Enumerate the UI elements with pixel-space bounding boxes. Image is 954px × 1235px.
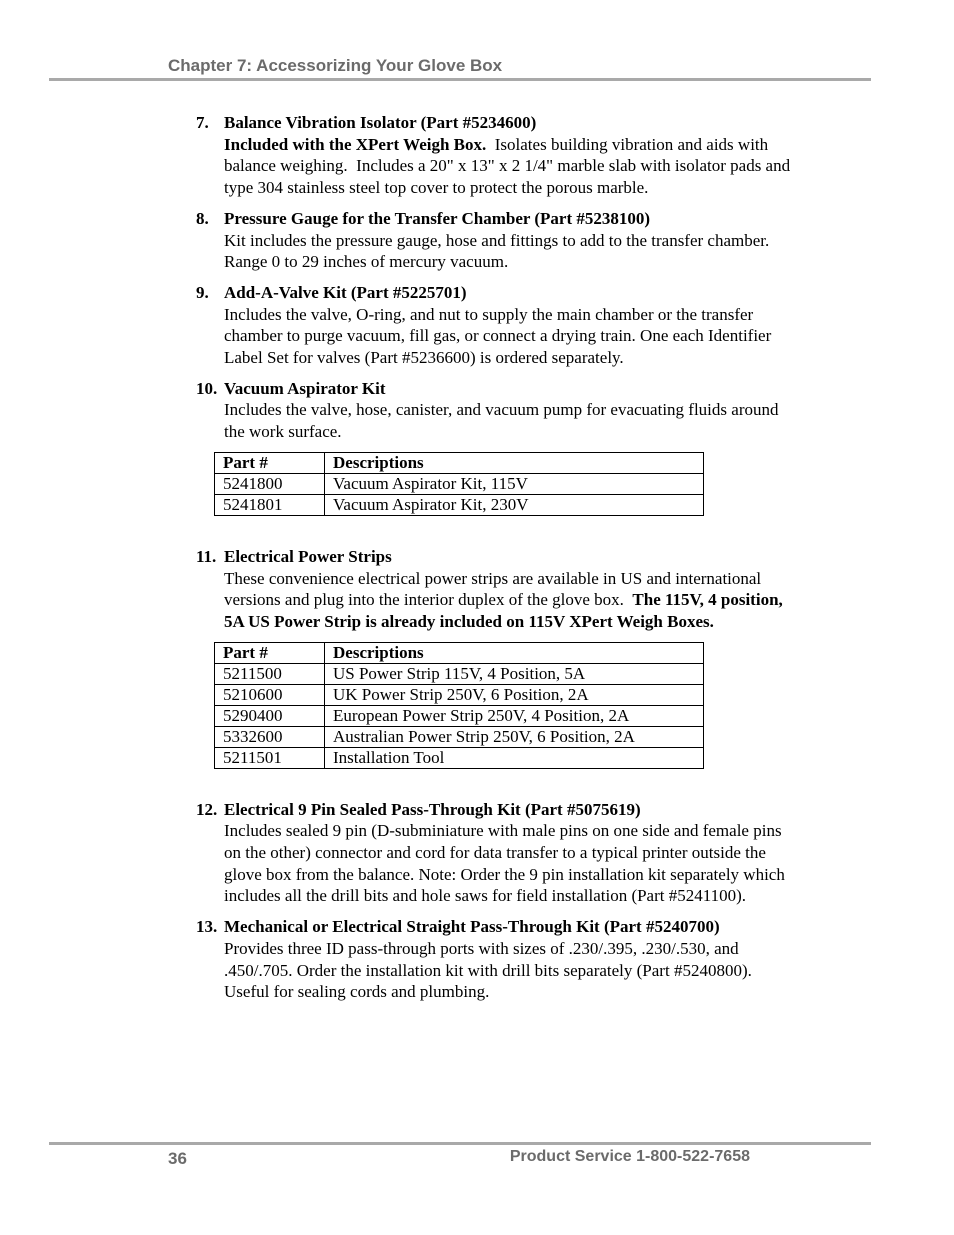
chapter-header: Chapter 7: Accessorizing Your Glove Box xyxy=(168,56,503,75)
part-number-cell: 5211500 xyxy=(215,663,325,684)
part-number-cell: 5332600 xyxy=(215,726,325,747)
header-rule xyxy=(49,78,871,81)
item-number: 12. xyxy=(196,799,218,819)
item-body-text: Includes the valve, O-ring, and nut to supply the main chamber or the transfer chamber to purge vacuum, fill gas, or connect a drying train. One each Identifier Label Set for valves (Part #5236600) is ordered separately. xyxy=(224,304,772,368)
list-item-7 xyxy=(196,112,796,199)
description-cell: UK Power Strip 250V, 6 Position, 2A xyxy=(325,684,704,705)
description-cell: Installation Tool xyxy=(325,747,704,768)
item-number: 10. xyxy=(196,378,218,398)
item-body-text: These convenience electrical power strips are available in US and international versions and plug into the interior duplex of the glove box. xyxy=(224,568,766,610)
product-service-phone: Product Service 1-800-522-7658 xyxy=(509,1148,750,1165)
item-number: 13. xyxy=(196,917,218,937)
item-number: 9. xyxy=(196,282,209,302)
page-number: 36 xyxy=(168,1149,187,1168)
item-body xyxy=(224,568,796,633)
description-cell: Australian Power Strip 250V, 6 Position, 2A xyxy=(325,726,704,747)
item-body-text: Kit includes the pressure gauge, hose and fittings to add to the transfer chamber. Range 0 to 29 inches of mercury vacuum. xyxy=(224,230,778,272)
footer-rule xyxy=(49,1142,871,1145)
part-number-cell: 5241800 xyxy=(215,473,325,494)
column-header: Descriptions xyxy=(325,452,704,473)
item-title: Vacuum Aspirator Kit xyxy=(224,378,386,398)
item-body-text: Includes sealed 9 pin (D-subminiature with male pins on one side and female pins on the other) connector and cord for data transfer to a typical printer outside the glove box from the balance. Note: Order the 9 pin installation kit separately which includes all the drill bits and hole saws for field installation (Part #5241100). xyxy=(224,821,785,906)
description-cell: US Power Strip 115V, 4 Position, 5A xyxy=(325,663,704,684)
table-row xyxy=(215,473,704,494)
item-title: Electrical 9 Pin Sealed Pass-Through Kit (Part #5075619) xyxy=(224,799,641,819)
list-item-8 xyxy=(196,208,796,273)
table-row xyxy=(215,684,704,705)
item-bold-lead: Included with the XPert Weigh Box. xyxy=(224,134,487,154)
table-header-row xyxy=(215,642,704,663)
description-cell: Vacuum Aspirator Kit, 115V xyxy=(325,473,704,494)
table-row xyxy=(215,726,704,747)
list-item-13 xyxy=(196,916,796,1003)
item-body xyxy=(224,134,796,199)
item-title: Electrical Power Strips xyxy=(224,546,392,566)
table-row xyxy=(215,747,704,768)
item-number: 11. xyxy=(196,546,217,566)
description-cell: Vacuum Aspirator Kit, 230V xyxy=(325,494,704,515)
table-row xyxy=(215,494,704,515)
aspirator-parts-table xyxy=(214,452,704,516)
column-header: Descriptions xyxy=(325,642,704,663)
power-strip-parts-table xyxy=(214,642,704,769)
list-item-12 xyxy=(196,799,796,908)
item-title: Mechanical or Electrical Straight Pass-Through Kit (Part #5240700) xyxy=(224,917,720,937)
column-header: Part # xyxy=(215,642,325,663)
part-number-cell: 5211501 xyxy=(215,747,325,768)
list-item-10 xyxy=(196,378,796,516)
list-item-11 xyxy=(196,546,796,769)
part-number-cell: 5290400 xyxy=(215,705,325,726)
item-number: 8. xyxy=(196,208,209,228)
page-content xyxy=(196,112,796,1012)
list-item-9 xyxy=(196,282,796,369)
item-number: 7. xyxy=(196,113,209,132)
column-header: Part # xyxy=(215,452,325,473)
table-row xyxy=(215,663,704,684)
table-header-row xyxy=(215,452,704,473)
item-title: Add-A-Valve Kit (Part #5225701) xyxy=(224,282,467,302)
item-body-text: Includes the valve, hose, canister, and vacuum pump for evacuating fluids around the work surface. xyxy=(224,400,779,442)
item-body-text: Isolates building vibration and aids with balance weighing. Includes a 20" x 13" x 2 1/4" marble slab with isolator pads and type 304 stainless steel top cover to protect the porous marble. xyxy=(224,134,795,198)
item-title: Pressure Gauge for the Transfer Chamber (Part #5238100) xyxy=(224,208,651,228)
item-title: Balance Vibration Isolator (Part #5234600) xyxy=(224,113,537,132)
description-cell: European Power Strip 250V, 4 Position, 2A xyxy=(325,705,704,726)
item-bold-note: The 115V, 4 position, 5A US Power Strip is already included on 115V XPert Weigh Boxes. xyxy=(224,590,783,631)
table-row xyxy=(215,705,704,726)
part-number-cell: 5210600 xyxy=(215,684,325,705)
part-number-cell: 5241801 xyxy=(215,494,325,515)
item-body-text: Provides three ID pass-through ports with sizes of .230/.395, .230/.530, and .450/.705. Order the installation kit with drill bits separately (Part #5240800). Useful for sealing cords and plumbing. xyxy=(224,938,752,1002)
